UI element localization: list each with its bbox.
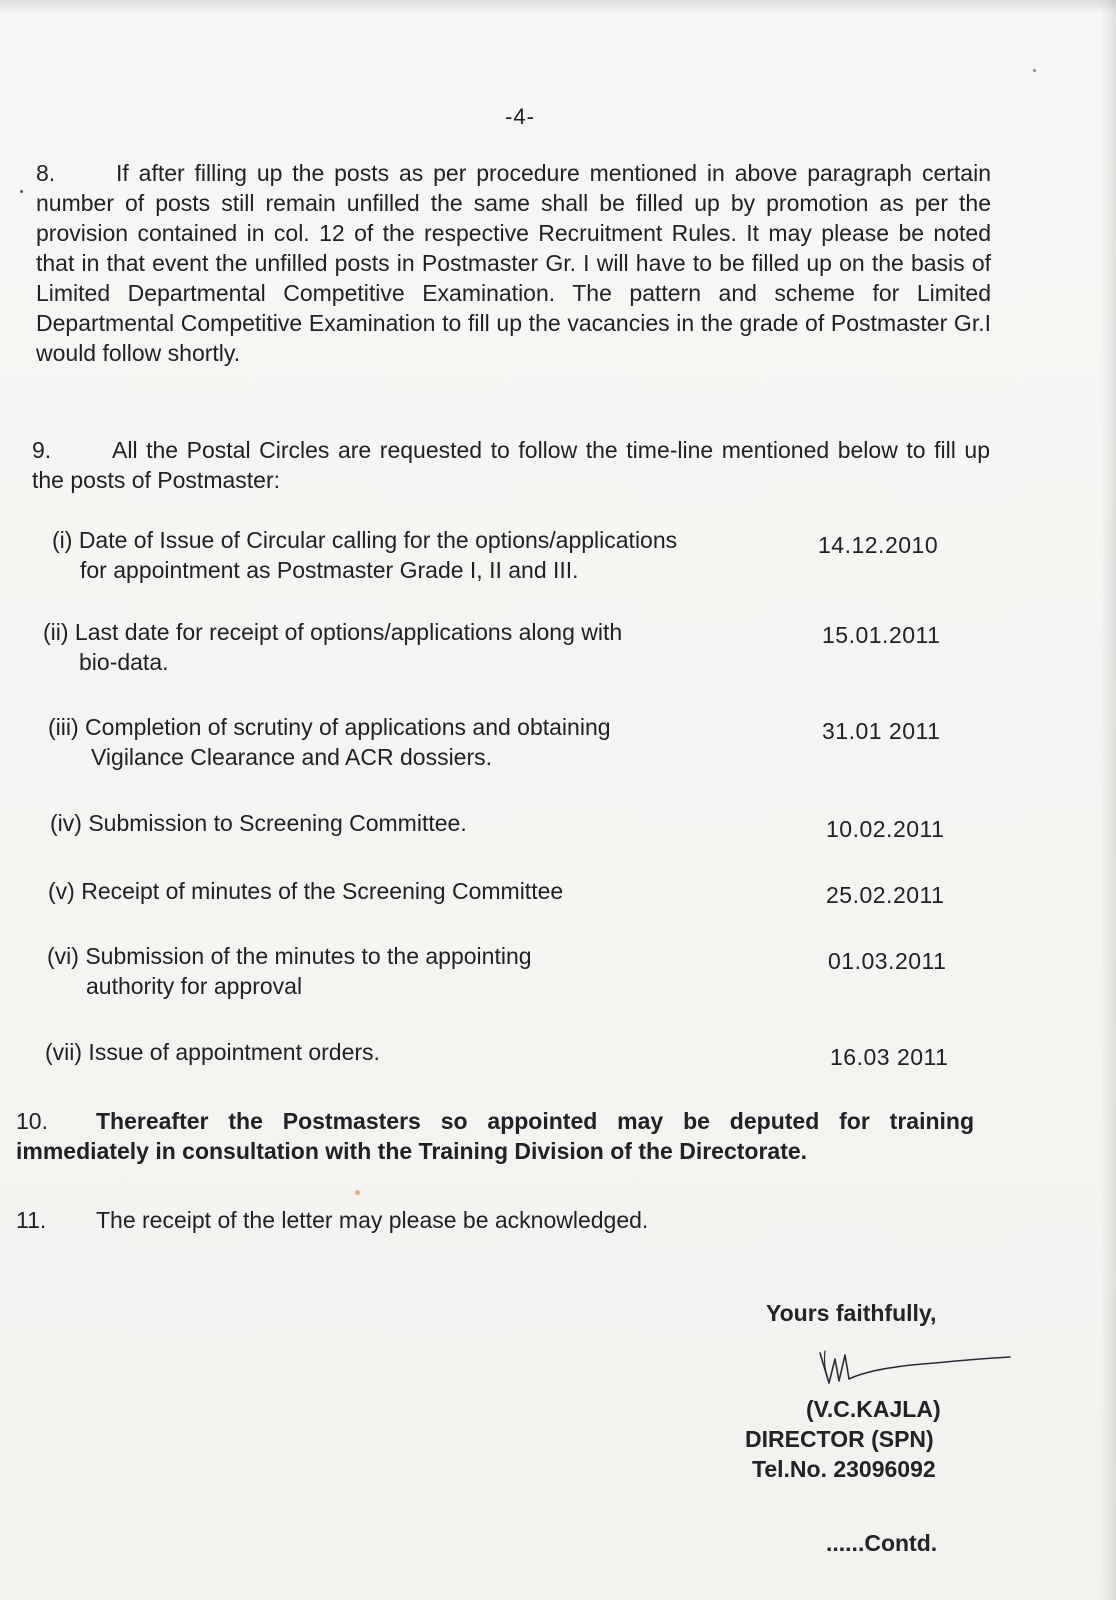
timeline-item-5 — [48, 876, 563, 906]
timeline-label: (i) Date of Issue of Circular calling for the options/applications — [52, 527, 678, 553]
timeline-label-continued: authority for approval — [86, 973, 303, 999]
timeline-item-6 — [47, 941, 532, 1001]
paragraph-number: 8. — [36, 160, 56, 186]
timeline-label: (iv) Submission to Screening Committee. — [50, 810, 467, 836]
paragraph-text: If after filling up the posts as per procedure mentioned in above paragraph certain number of posts still remain unfilled the same shall be filled up by promotion as per the provision contained in col. 12 of the respective Recruitment Rules. It may please be noted that in that event the unfilled posts in Postmaster Gr. I will have to be filled up on the basis of Limited Departmental Competitive Examination. The pattern and scheme for Limited Departmental Competitive Examination to fill up the vacancies in the grade of Postmaster Gr.I would follow shortly. — [36, 160, 991, 366]
timeline-date-7: 16.03 2011 — [830, 1044, 949, 1070]
timeline-item-4 — [50, 808, 467, 838]
scan-speck — [355, 1190, 360, 1195]
timeline-label: (iii) Completion of scrutiny of applications and obtaining — [48, 714, 611, 740]
paragraph-10 — [16, 1106, 974, 1166]
timeline-item-3 — [48, 712, 611, 772]
paragraph-9 — [32, 435, 990, 495]
timeline-item-2 — [43, 617, 622, 677]
handwritten-signature — [815, 1345, 1015, 1395]
paragraph-number: 11. — [16, 1207, 47, 1233]
timeline-label-continued: bio-data. — [79, 649, 169, 675]
timeline-date-3: 31.01 2011 — [822, 718, 941, 744]
signatory-telephone: Tel.No. 23096092 — [752, 1456, 936, 1482]
paragraph-number: 9. — [32, 437, 52, 463]
closing-salutation: Yours faithfully, — [766, 1300, 937, 1326]
paragraph-text: The receipt of the letter may please be acknowledged. — [96, 1207, 649, 1233]
timeline-date-6: 01.03.2011 — [828, 948, 947, 974]
timeline-label-continued: Vigilance Clearance and ACR dossiers. — [91, 744, 493, 770]
timeline-date-5: 25.02.2011 — [826, 882, 945, 908]
scan-speck — [1033, 69, 1036, 72]
timeline-label-continued: for appointment as Postmaster Grade I, II and III. — [80, 557, 579, 583]
paragraph-number: 10. — [16, 1108, 48, 1134]
scan-edge-shadow — [1100, 0, 1116, 1600]
scan-top-shadow — [0, 0, 1116, 14]
paragraph-11 — [16, 1205, 916, 1235]
timeline-label: (v) Receipt of minutes of the Screening Committee — [48, 878, 564, 904]
scan-speck — [20, 190, 23, 193]
paragraph-8 — [36, 158, 991, 368]
timeline-item-7 — [45, 1037, 380, 1067]
paragraph-text: All the Postal Circles are requested to follow the time-line mentioned below to fill up the posts of Postmaster: — [32, 437, 990, 493]
timeline-date-4: 10.02.2011 — [826, 816, 945, 842]
timeline-date-1: 14.12.2010 — [818, 532, 939, 558]
signatory-designation: DIRECTOR (SPN) — [745, 1426, 934, 1452]
continued-marker: ......Contd. — [826, 1530, 938, 1556]
paragraph-text: Thereafter the Postmasters so appointed may be deputed for training immediately in consultation with the Training Division of the Directorate. — [16, 1108, 974, 1164]
signatory-name: (V.C.KAJLA) — [806, 1396, 941, 1422]
timeline-label: (ii) Last date for receipt of options/applications along with — [43, 619, 623, 645]
timeline-date-2: 15.01.2011 — [822, 622, 941, 648]
timeline-item-1 — [52, 525, 677, 585]
timeline-label: (vi) Submission of the minutes to the appointing — [47, 943, 532, 969]
page-number: -4- — [505, 104, 535, 129]
timeline-label: (vii) Issue of appointment orders. — [45, 1039, 380, 1065]
